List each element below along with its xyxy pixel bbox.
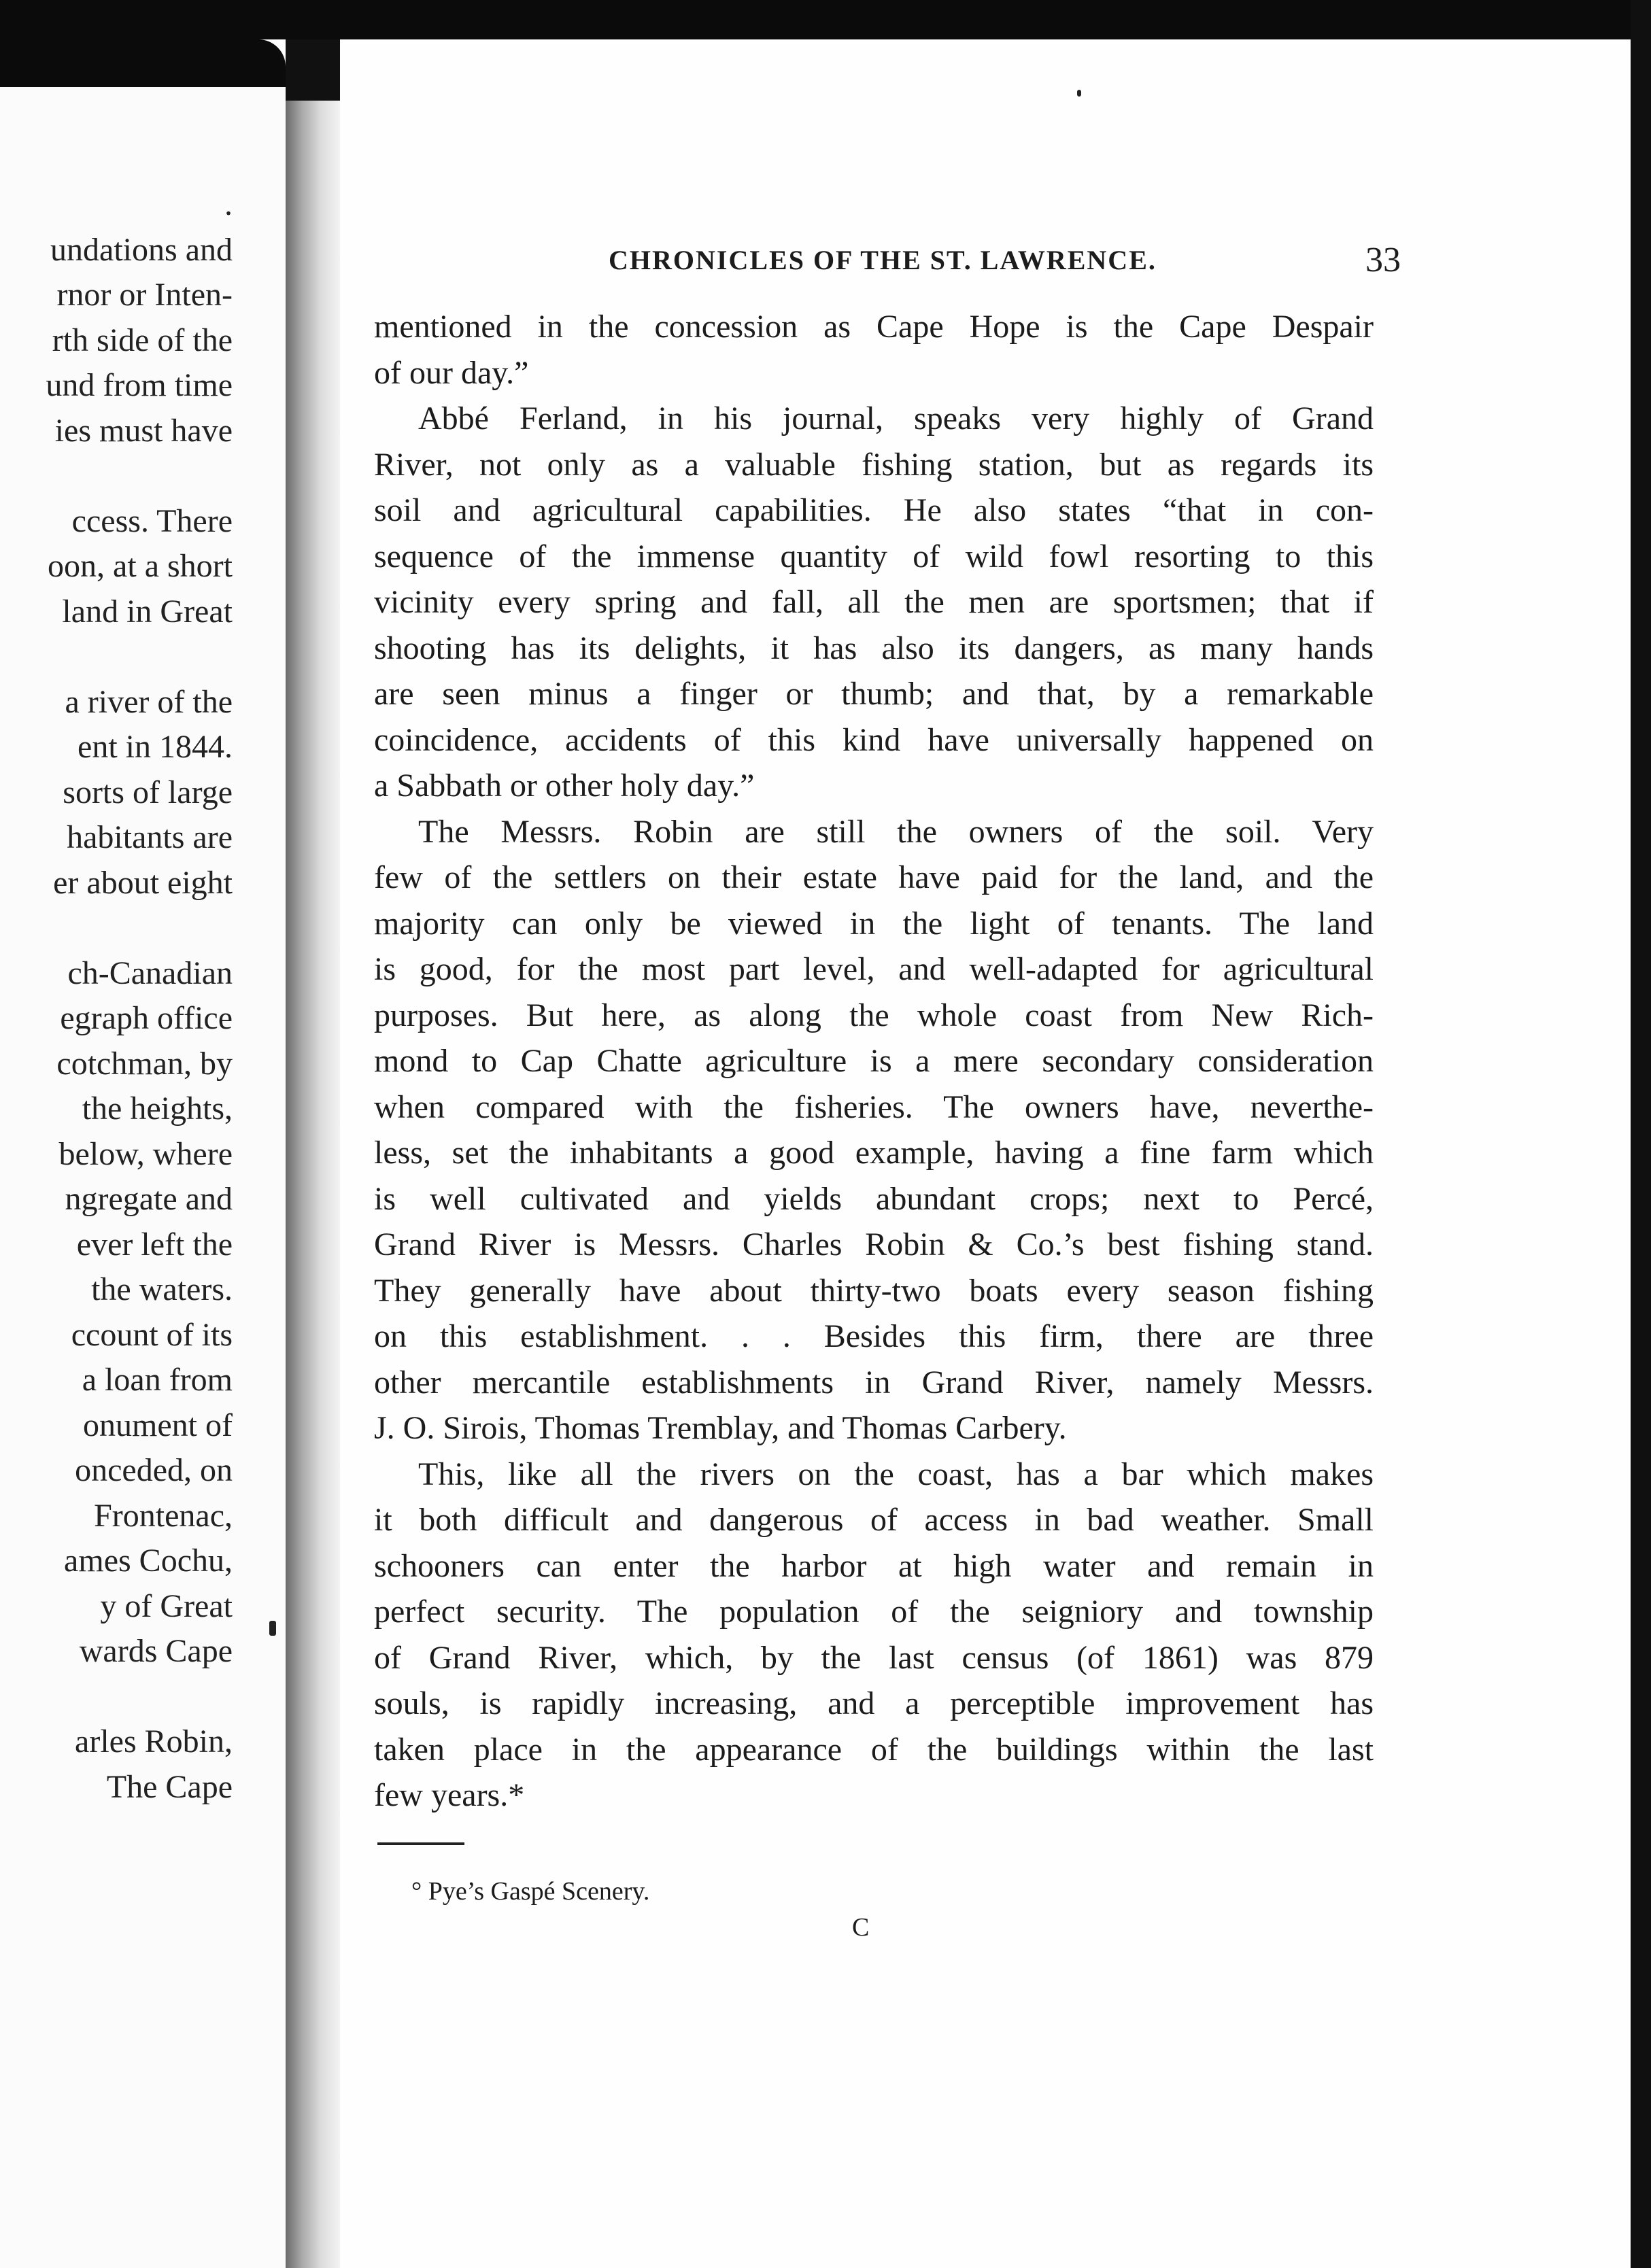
left-page-line: the heights,	[82, 1090, 233, 1127]
body-line: is good, for the most part level, and well-adapted for agricultural	[374, 951, 1374, 987]
left-page-line: undations and	[50, 231, 233, 268]
left-page-line: habitants are	[67, 819, 233, 855]
left-page-line: ever left the	[76, 1226, 233, 1262]
body-line: souls, is rapidly increasing, and a perceptible improvement has	[374, 1685, 1374, 1721]
left-page-line: The Cape	[106, 1768, 233, 1805]
body-line: Grand River is Messrs. Charles Robin & Co.’s best fishing stand.	[374, 1226, 1374, 1262]
body-line: on this establishment. . . Besides this firm, there are three	[374, 1318, 1374, 1354]
body-line: Abbé Ferland, in his journal, speaks very highly of Grand	[418, 400, 1374, 436]
body-line: purposes. But here, as along the whole coast from New Rich-	[374, 997, 1374, 1033]
left-page-shadow	[0, 39, 286, 87]
body-line: taken place in the appearance of the buildings within the last	[374, 1731, 1374, 1768]
body-line: schooners can enter the harbor at high water and remain in	[374, 1547, 1374, 1584]
body-line: is well cultivated and yields abundant crops; next to Percé,	[374, 1180, 1374, 1217]
body-line: River, not only as a valuable fishing station, but as regards its	[374, 446, 1374, 483]
body-line: J. O. Sirois, Thomas Tremblay, and Thomas Carbery.	[374, 1410, 1067, 1446]
left-page-line: cotchman, by	[56, 1045, 233, 1082]
body-line: few years.*	[374, 1777, 525, 1813]
left-page-line: egraph office	[60, 1000, 233, 1036]
body-line: majority can only be viewed in the light of tenants. The land	[374, 905, 1374, 942]
body-line: less, set the inhabitants a good example, having a fine farm which	[374, 1135, 1374, 1171]
left-page-line: ch-Canadian	[67, 955, 233, 991]
page-speck	[269, 1621, 276, 1636]
left-page-line: sorts of large	[63, 774, 233, 810]
body-line: of Grand River, which, by the last census (of 1861) was 879	[374, 1639, 1374, 1676]
footnote: ° Pye’s Gaspé Scenery.	[411, 1877, 650, 1906]
gutter-shadow	[286, 39, 340, 101]
body-line: shooting has its delights, it has also its dangers, as many hands	[374, 630, 1374, 666]
left-page-line: land in Great	[62, 593, 233, 630]
left-page-line: wards Cape	[79, 1633, 233, 1669]
left-page-line: onceded, on	[75, 1452, 233, 1488]
footnote-rule	[377, 1842, 464, 1845]
left-page-line: a loan from	[82, 1362, 233, 1398]
left-page-line: er about eight	[53, 864, 233, 901]
left-page-line: ames Cochu,	[64, 1543, 233, 1579]
left-page-line: ccess. There	[71, 502, 233, 539]
scan-top-shadow	[0, 0, 1651, 39]
running-header: CHRONICLES OF THE ST. LAWRENCE.	[609, 245, 1157, 275]
body-line: of our day.”	[374, 354, 529, 391]
left-page-line: Frontenac,	[94, 1497, 233, 1534]
left-page-line: ngregate and	[65, 1181, 233, 1217]
body-line: The Messrs. Robin are still the owners of the soil. Very	[418, 813, 1374, 850]
body-line: This, like all the rivers on the coast, has a bar which makes	[418, 1456, 1374, 1492]
left-page-line: ent in 1844.	[78, 729, 233, 765]
left-page-line: rnor or Inten-	[56, 277, 233, 313]
left-page-line: the waters.	[91, 1271, 233, 1307]
body-line: are seen minus a finger or thumb; and that, by a remarkable	[374, 676, 1374, 712]
left-page-line: ccount of its	[71, 1316, 233, 1353]
left-page-line: a river of the	[65, 683, 233, 720]
body-line: when compared with the fisheries. The owners have, neverthe-	[374, 1088, 1374, 1125]
left-page-line: und from time	[46, 367, 233, 403]
left-page-line: y of Great	[100, 1587, 233, 1624]
body-line: other mercantile establishments in Grand River, namely Messrs.	[374, 1364, 1374, 1401]
body-line: few of the settlers on their estate have paid for the land, and the	[374, 859, 1374, 895]
page-number: 33	[1365, 241, 1401, 279]
body-line: perfect security. The population of the seigniory and township	[374, 1594, 1374, 1630]
scan-right-shadow	[1631, 0, 1651, 2268]
left-page-line: rth side of the	[52, 322, 233, 358]
left-page-line: oon, at a short	[48, 548, 233, 584]
book-gutter	[286, 39, 340, 2268]
body-line: vicinity every spring and fall, all the men are sportsmen; that if	[374, 584, 1374, 620]
body-line: mentioned in the concession as Cape Hope is the Cape Despair	[374, 309, 1374, 345]
body-line: it both difficult and dangerous of access in bad weather. Small	[374, 1502, 1374, 1538]
body-line: They generally have about thirty-two boats every season fishing	[374, 1272, 1374, 1309]
page-speck	[1077, 90, 1081, 97]
body-line: coincidence, accidents of this kind have universally happened on	[374, 721, 1374, 758]
left-page-line: below, where	[58, 1135, 233, 1172]
left-page-line: ies must have	[54, 412, 233, 449]
left-page-line: .	[224, 186, 233, 222]
left-page-line: onument of	[83, 1407, 233, 1443]
body-line: mond to Cap Chatte agriculture is a mere secondary consideration	[374, 1043, 1374, 1079]
signature-mark: C	[852, 1913, 870, 1942]
body-line: sequence of the immense quantity of wild fowl resorting to this	[374, 538, 1374, 574]
left-page	[0, 39, 286, 2268]
body-line: a Sabbath or other holy day.”	[374, 768, 755, 804]
left-page-line: arles Robin,	[75, 1723, 233, 1759]
body-line: soil and agricultural capabilities. He also states “that in con-	[374, 492, 1374, 528]
